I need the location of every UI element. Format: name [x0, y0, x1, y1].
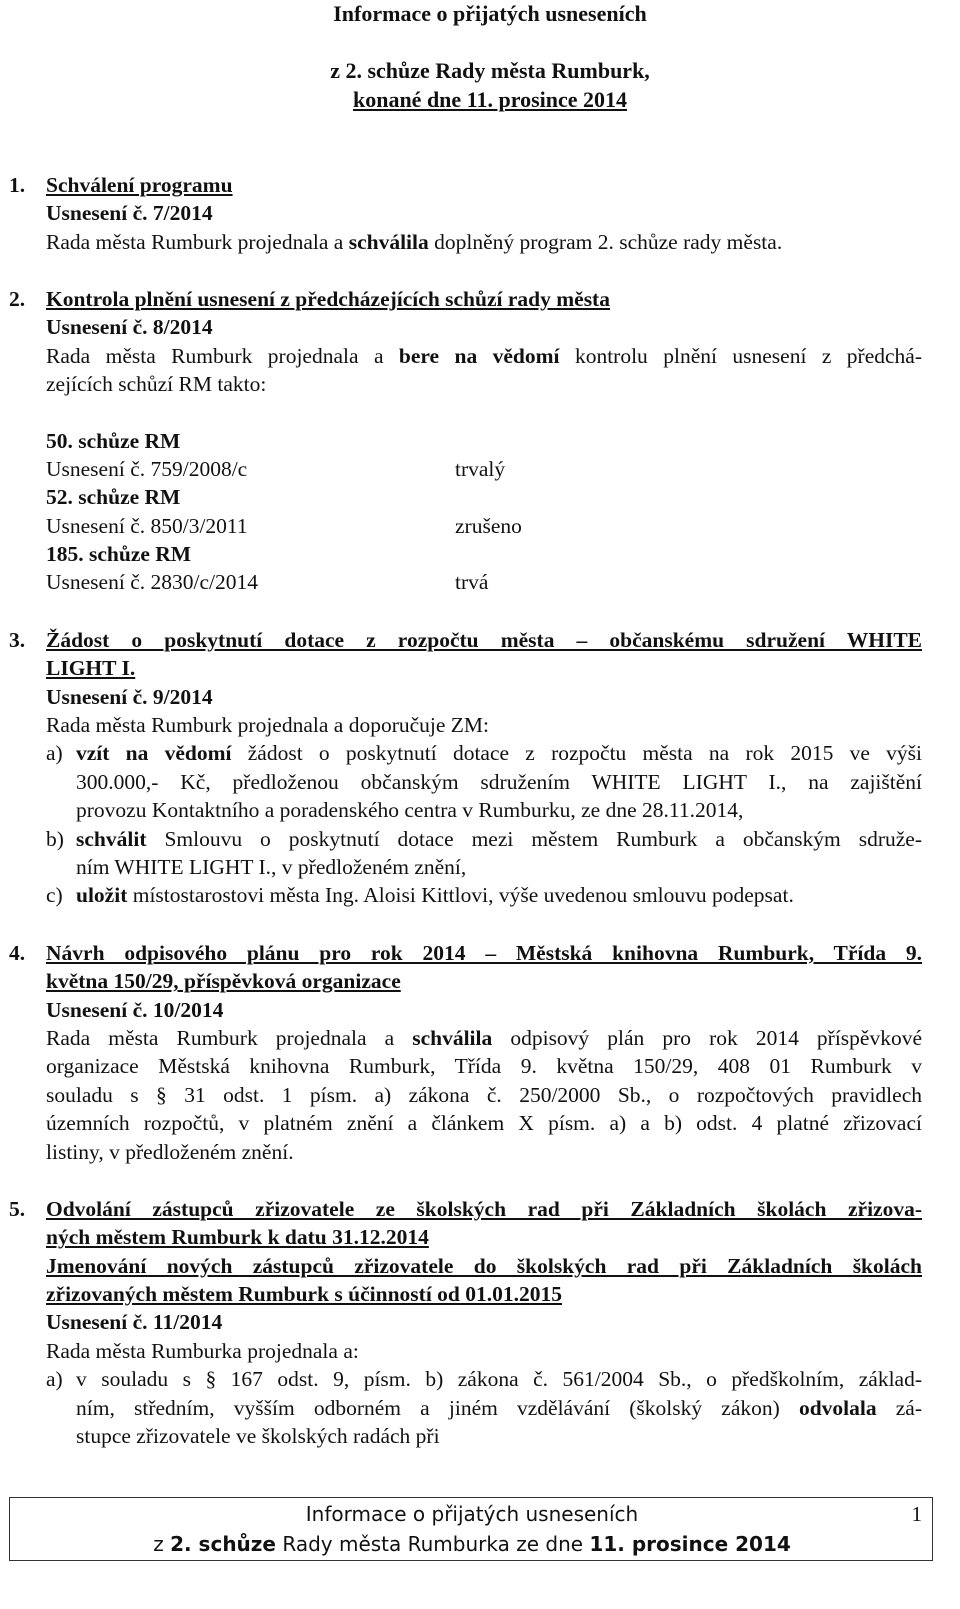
item-3-number: 3. [9, 628, 26, 652]
item-4-resolution: Usnesení č. 10/2014 [46, 998, 224, 1022]
item-5-heading-line4: zřizovaných městem Rumburk s účinností od 01.01.2015 [46, 1282, 563, 1306]
item-5-point-a-line1: v souladu s § 167 odst. 9, písm. b) zákona č. 561/2004 Sb., o předškolním, základ- [76, 1367, 922, 1391]
item-2-resolution: Usnesení č. 8/2014 [46, 315, 213, 339]
item-3-resolution: Usnesení č. 9/2014 [46, 685, 213, 709]
item-4-heading-line1: Návrh odpisového plánu pro rok 2014 – Městská knihovna Rumburk, Třída 9. [46, 941, 922, 965]
control-meeting-1: 50. schůze RM [46, 429, 181, 453]
control-status-3: trvá [455, 570, 489, 594]
meeting-subtitle: z 2. schůze Rady města Rumburk, [330, 58, 650, 83]
item-3-point-c-label: c) [46, 883, 63, 907]
item-3-point-a-line2: 300.000,- Kč, předloženou občanským sdružením WHITE LIGHT I., na zajištění [76, 770, 922, 794]
control-resolution-3: Usnesení č. 2830/c/2014 [46, 570, 258, 594]
item-3-point-a-line3: provozu Kontaktního a poradenského centra v Rumburku, ze dne 28.11.2014, [76, 798, 744, 822]
footer-subtitle: z 2. schůze Rady města Rumburka ze dne 11. prosince 2014 [153, 1532, 791, 1556]
item-2-number: 2. [9, 287, 26, 311]
item-3-heading-line2: LIGHT I. [46, 656, 136, 680]
page-footer [9, 1497, 933, 1561]
meeting-date: konané dne 11. prosince 2014 [352, 87, 628, 112]
item-3-point-c-line1: uložit místostarostovi města Ing. Aloisi Kittlovi, výše uvedenou smlouvu podepsat. [76, 883, 794, 907]
item-5-heading-line1: Odvolání zástupců zřizovatele ze školských rad při Základních školách zřizova- [46, 1197, 922, 1221]
control-resolution-1: Usnesení č. 759/2008/c [46, 457, 248, 481]
control-status-1: trvalý [455, 457, 506, 481]
item-5-number: 5. [9, 1197, 26, 1221]
item-4-heading-line2: května 150/29, příspěvková organizace [46, 969, 401, 993]
item-4-number: 4. [9, 941, 26, 965]
item-3-point-a-line1: vzít na vědomí žádost o poskytnutí dotace z rozpočtu města na rok 2015 ve výši [76, 741, 922, 765]
item-1-number: 1. [9, 173, 26, 197]
item-5-point-a-line3: stupce zřizovatele ve školských radách při [76, 1424, 440, 1448]
footer-title: Informace o přijatých usneseních [305, 1502, 639, 1526]
item-1-resolution: Usnesení č. 7/2014 [46, 201, 213, 225]
item-4-text-line5: listiny, v předloženém znění. [46, 1140, 294, 1164]
item-4-text-line3: souladu s § 31 odst. 1 písm. a) zákona č. 250/2000 Sb., o rozpočtových pravidlech [46, 1083, 922, 1107]
item-2-heading: Kontrola plnění usnesení z předcházejících schůzí rady města [46, 287, 610, 311]
item-3-intro: Rada města Rumburk projednala a doporučuje ZM: [46, 713, 490, 737]
item-5-point-a-line2: ním, středním, vyšším odborném a jiném vzdělávání (školský zákon) odvolala zá- [76, 1396, 922, 1420]
document-title: Informace o přijatých usneseních [333, 1, 647, 26]
item-5-intro: Rada města Rumburka projednala a: [46, 1339, 359, 1363]
item-3-heading-line1: Žádost o poskytnutí dotace z rozpočtu města – občanskému sdružení WHITE [46, 628, 922, 652]
item-3-point-a-label: a) [46, 741, 63, 765]
item-3-point-b-label: b) [46, 827, 64, 851]
control-meeting-2: 52. schůze RM [46, 485, 181, 509]
item-3-point-b-line2: ním WHITE LIGHT I., v předloženém znění, [76, 855, 467, 879]
item-5-resolution: Usnesení č. 11/2014 [46, 1310, 223, 1334]
page-number: 1 [911, 1502, 922, 1526]
item-1-text: Rada města Rumburk projednala a schválila doplněný program 2. schůze rady města. [46, 230, 783, 254]
item-4-text-line1: Rada města Rumburk projednala a schválila odpisový plán pro rok 2014 příspěvkové [46, 1026, 922, 1050]
item-3-point-b-line1: schválit Smlouvu o poskytnutí dotace mezi městem Rumburk a občanským sdruže- [76, 827, 922, 851]
item-4-text-line4: územních rozpočtů, v platném znění a článkem X písm. a) a b) odst. 4 platné zřizovací [46, 1111, 922, 1135]
item-1-heading: Schválení programu [46, 173, 233, 197]
item-5-point-a-label: a) [46, 1367, 63, 1391]
item-4-text-line2: organizace Městská knihovna Rumburk, Třída 9. května 150/29, 408 01 Rumburk v [46, 1054, 922, 1078]
item-5-heading-line2: ných městem Rumburk k datu 31.12.2014 [46, 1225, 429, 1249]
control-resolution-2: Usnesení č. 850/3/2011 [46, 514, 248, 538]
item-2-text-line2: zejících schůzí RM takto: [46, 372, 267, 396]
control-status-2: zrušeno [455, 514, 522, 538]
item-5-heading-line3: Jmenování nových zástupců zřizovatele do školských rad při Základních školách [46, 1254, 922, 1278]
control-meeting-3: 185. schůze RM [46, 542, 192, 566]
item-2-text: Rada města Rumburk projednala a bere na vědomí kontrolu plnění usnesení z předchá- [46, 344, 922, 368]
